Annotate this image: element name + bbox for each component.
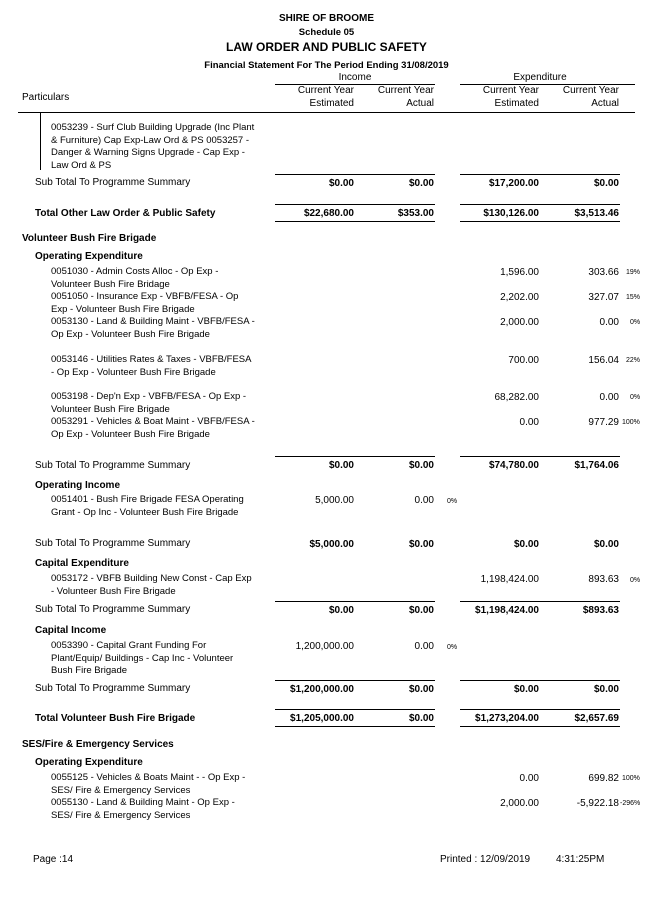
vbfb-opexp-heading: Operating Expenditure: [35, 251, 143, 262]
vbfb-capexp-item-exp-act: 893.63: [588, 574, 619, 585]
ses-opexp-item-desc: 0055130 - Land & Building Maint - Op Exp - SES/ Fire & Emergency Services: [51, 797, 235, 821]
footer-page-number: Page :14: [33, 854, 74, 865]
report-title: LAW ORDER AND PUBLIC SAFETY: [226, 40, 427, 54]
footer-printed-time: 4:31:25PM: [556, 854, 605, 865]
vbfb-opexp-item-pct: 0%: [630, 394, 641, 401]
vbfb-total-exp-rule: [460, 709, 620, 710]
vbfb-opinc-sub-exp-est: $0.00: [513, 539, 539, 550]
vbfb-opexp-sub-exp-est: $74,780.00: [488, 460, 539, 471]
vbfb-capinc-sub-exp-est: $0.00: [513, 684, 539, 695]
particulars-header: Particulars: [22, 92, 70, 103]
ses-opexp-item-exp-act: -5,922.18: [576, 798, 619, 809]
vbfb-opexp-sub-label: Sub Total To Programme Summary: [35, 460, 191, 471]
col-exp-act-h2: Actual: [591, 98, 619, 109]
vbfb-capexp-sub-inc-act: $0.00: [408, 605, 434, 616]
total-other-exp-est: $130,126.00: [483, 208, 539, 219]
org-name: SHIRE OF BROOME: [278, 13, 374, 24]
vbfb-capexp-sub-label: Sub Total To Programme Summary: [35, 604, 191, 615]
vbfb-opinc-item-inc-est: 5,000.00: [315, 495, 354, 506]
report-subtitle: Financial Statement For The Period Ending 31/08/2019: [204, 60, 449, 71]
vbfb-opinc-item-pct: 0%: [447, 498, 458, 505]
expenditure-group-label: Expenditure: [513, 72, 567, 83]
vbfb-total-income-underline: [275, 726, 435, 727]
vbfb-total-exp-underline: [460, 726, 620, 727]
vbfb-capinc-sub-exp-rule: [460, 680, 620, 681]
col-income-act-h1: Current Year: [377, 85, 434, 96]
vbfb-opexp-item-exp-act: 303.66: [588, 267, 619, 278]
vbfb-capinc-sub-inc-act: $0.00: [408, 684, 434, 695]
sub1-exp-rule: [460, 174, 620, 175]
col-exp-est-h2: Estimated: [494, 98, 539, 109]
ses-opexp-item-exp-act: 699.82: [588, 773, 619, 784]
ses-opexp-item-desc: 0055125 - Vehicles & Boats Maint - - Op Exp - SES/ Fire & Emergency Services: [51, 772, 246, 796]
vbfb-heading: Volunteer Bush Fire Brigade: [22, 233, 157, 244]
sub1-inc-act: $0.00: [408, 178, 434, 189]
ses-opexp-heading: Operating Expenditure: [35, 757, 143, 768]
vbfb-opinc-heading: Operating Income: [35, 480, 121, 491]
col-exp-act-h1: Current Year: [562, 85, 619, 96]
vbfb-capinc-sub-label: Sub Total To Programme Summary: [35, 683, 191, 694]
vbfb-opinc-sub-label: Sub Total To Programme Summary: [35, 538, 191, 549]
total-other-exp-act: $3,513.46: [574, 208, 619, 219]
vbfb-total-inc-act: $0.00: [408, 713, 434, 724]
vbfb-opexp-item-pct: 0%: [630, 319, 641, 326]
vbfb-opexp-sub-exp-act: $1,764.06: [574, 460, 619, 471]
vbfb-capinc-item-pct: 0%: [447, 644, 458, 651]
header-bottom-rule: [18, 112, 635, 113]
vbfb-capinc-item-inc-act: 0.00: [414, 641, 434, 652]
vbfb-opexp-item-pct: 100%: [622, 419, 640, 426]
total-other-exp-underline: [460, 221, 620, 222]
sub1-exp-act: $0.00: [593, 178, 619, 189]
ses-opexp-item-pct: -296%: [620, 800, 641, 807]
vbfb-opinc-item-desc: 0051401 - Bush Fire Brigade FESA Operating Grant - Op Inc - Volunteer Bush Fire Brigade: [51, 494, 244, 518]
col-exp-est-h1: Current Year: [482, 85, 539, 96]
vbfb-capexp-item-pct: 0%: [630, 577, 641, 584]
vbfb-opexp-sub-inc-est: $0.00: [328, 460, 354, 471]
schedule-label: Schedule 05: [298, 27, 355, 38]
vbfb-opexp-item-desc: 0051050 - Insurance Exp - VBFB/FESA - Op Exp - Volunteer Bush Fire Brigade: [51, 291, 239, 315]
vbfb-capexp-item-desc: 0053172 - VBFB Building New Const - Cap Exp - Volunteer Bush Fire Brigade: [51, 573, 252, 597]
col-income-est-h1: Current Year: [297, 85, 354, 96]
vbfb-capexp-sub-exp-rule: [460, 601, 620, 602]
vbfb-opexp-item-desc: 0053130 - Land & Building Maint - VBFB/FESA - Op Exp - Volunteer Bush Fire Brigade: [51, 316, 255, 340]
vbfb-opinc-sub-inc-est: $5,000.00: [309, 539, 354, 550]
vbfb-opexp-item-exp-act: 156.04: [588, 355, 619, 366]
col-income-est-h2: Estimated: [309, 98, 354, 109]
sub1-income-rule: [275, 174, 435, 175]
total-other-inc-est: $22,680.00: [303, 208, 354, 219]
total-other-inc-act: $353.00: [397, 208, 434, 219]
vbfb-capexp-sub-exp-act: $893.63: [582, 605, 619, 616]
vbfb-opexp-item-exp-act: 0.00: [599, 392, 619, 403]
vbfb-opexp-item-exp-est: 0.00: [519, 417, 539, 428]
vbfb-opexp-item-exp-act: 977.29: [588, 417, 619, 428]
footer-printed-date: Printed : 12/09/2019: [440, 854, 531, 865]
vbfb-total-inc-est: $1,205,000.00: [290, 713, 354, 724]
vbfb-opexp-item-exp-act: 327.07: [588, 292, 619, 303]
vbfb-opexp-item-exp-est: 1,596.00: [500, 267, 539, 278]
ses-opexp-item-exp-est: 2,000.00: [500, 798, 539, 809]
vbfb-opexp-sub-exp-rule: [460, 456, 620, 457]
vbfb-capinc-item-inc-est: 1,200,000.00: [295, 641, 354, 652]
vbfb-opexp-item-pct: 19%: [626, 269, 641, 276]
vbfb-capexp-heading: Capital Expenditure: [35, 558, 129, 569]
vbfb-capexp-item-exp-est: 1,198,424.00: [480, 574, 539, 585]
vbfb-total-exp-est: $1,273,204.00: [475, 713, 539, 724]
expenditure-header-rule: [460, 84, 635, 85]
vbfb-capinc-sub-income-rule: [275, 680, 435, 681]
vbfb-opinc-sub-inc-act: $0.00: [408, 539, 434, 550]
vbfb-capexp-sub-exp-est: $1,198,424.00: [475, 605, 539, 616]
vbfb-capinc-heading: Capital Income: [35, 625, 107, 636]
vbfb-opexp-item-desc: 0051030 - Admin Costs Alloc - Op Exp - Volunteer Bush Fire Bridage: [51, 266, 219, 290]
vbfb-capinc-sub-inc-est: $1,200,000.00: [290, 684, 354, 695]
vbfb-capinc-item-desc: 0053390 - Capital Grant Funding For Plant/Equip/ Buildings - Cap Inc - Volunteer Bush Fire Brigade: [51, 640, 234, 676]
ses-heading: SES/Fire & Emergency Services: [22, 739, 174, 750]
ses-opexp-item-exp-est: 0.00: [519, 773, 539, 784]
vbfb-total-label: Total Volunteer Bush Fire Brigade: [35, 713, 196, 724]
total-other-income-underline: [275, 221, 435, 222]
income-group-label: Income: [338, 72, 372, 83]
vbfb-opexp-item-exp-est: 2,000.00: [500, 317, 539, 328]
vbfb-opexp-item-desc: 0053146 - Utilities Rates & Taxes - VBFB/FESA - Op Exp - Volunteer Bush Fire Brigade: [51, 354, 251, 378]
vbfb-opexp-item-desc: 0053291 - Vehicles & Boat Maint - VBFB/FESA - Op Exp - Volunteer Bush Fire Brigade: [51, 416, 255, 440]
vbfb-opexp-item-pct: 15%: [626, 294, 641, 301]
vbfb-opexp-item-desc: 0053198 - Dep'n Exp - VBFB/FESA - Op Exp - Volunteer Bush Fire Brigade: [51, 391, 247, 415]
vbfb-opexp-sub-inc-act: $0.00: [408, 460, 434, 471]
total-other-label: Total Other Law Order & Public Safety: [35, 208, 216, 219]
vbfb-capexp-sub-inc-est: $0.00: [328, 605, 354, 616]
vbfb-opexp-item-exp-est: 68,282.00: [494, 392, 539, 403]
total-other-income-rule: [275, 204, 435, 205]
vbfb-opexp-item-exp-est: 2,202.00: [500, 292, 539, 303]
body-left-rule: [40, 112, 41, 170]
col-income-act-h2: Actual: [406, 98, 434, 109]
vbfb-opexp-sub-income-rule: [275, 456, 435, 457]
vbfb-total-exp-act: $2,657.69: [574, 713, 619, 724]
ses-opexp-item-pct: 100%: [622, 775, 640, 782]
vbfb-opinc-item-inc-act: 0.00: [414, 495, 434, 506]
total-other-exp-rule: [460, 204, 620, 205]
sub1-inc-est: $0.00: [328, 178, 354, 189]
top-items-text: 0053239 - Surf Club Building Upgrade (Inc Plant & Furniture) Cap Exp-Law Ord & PS 0053257 - Danger & Warning Signs Upgrade - Cap Exp - Law Ord & PS: [51, 122, 255, 171]
vbfb-capinc-sub-exp-act: $0.00: [593, 684, 619, 695]
vbfb-total-income-rule: [275, 709, 435, 710]
vbfb-capexp-sub-income-rule: [275, 601, 435, 602]
sub1-label: Sub Total To Programme Summary: [35, 177, 191, 188]
vbfb-opinc-sub-exp-act: $0.00: [593, 539, 619, 550]
vbfb-opexp-item-exp-est: 700.00: [508, 355, 539, 366]
sub1-exp-est: $17,200.00: [488, 178, 539, 189]
vbfb-opexp-item-exp-act: 0.00: [599, 317, 619, 328]
vbfb-opexp-item-pct: 22%: [626, 357, 641, 364]
income-header-rule: [275, 84, 435, 85]
